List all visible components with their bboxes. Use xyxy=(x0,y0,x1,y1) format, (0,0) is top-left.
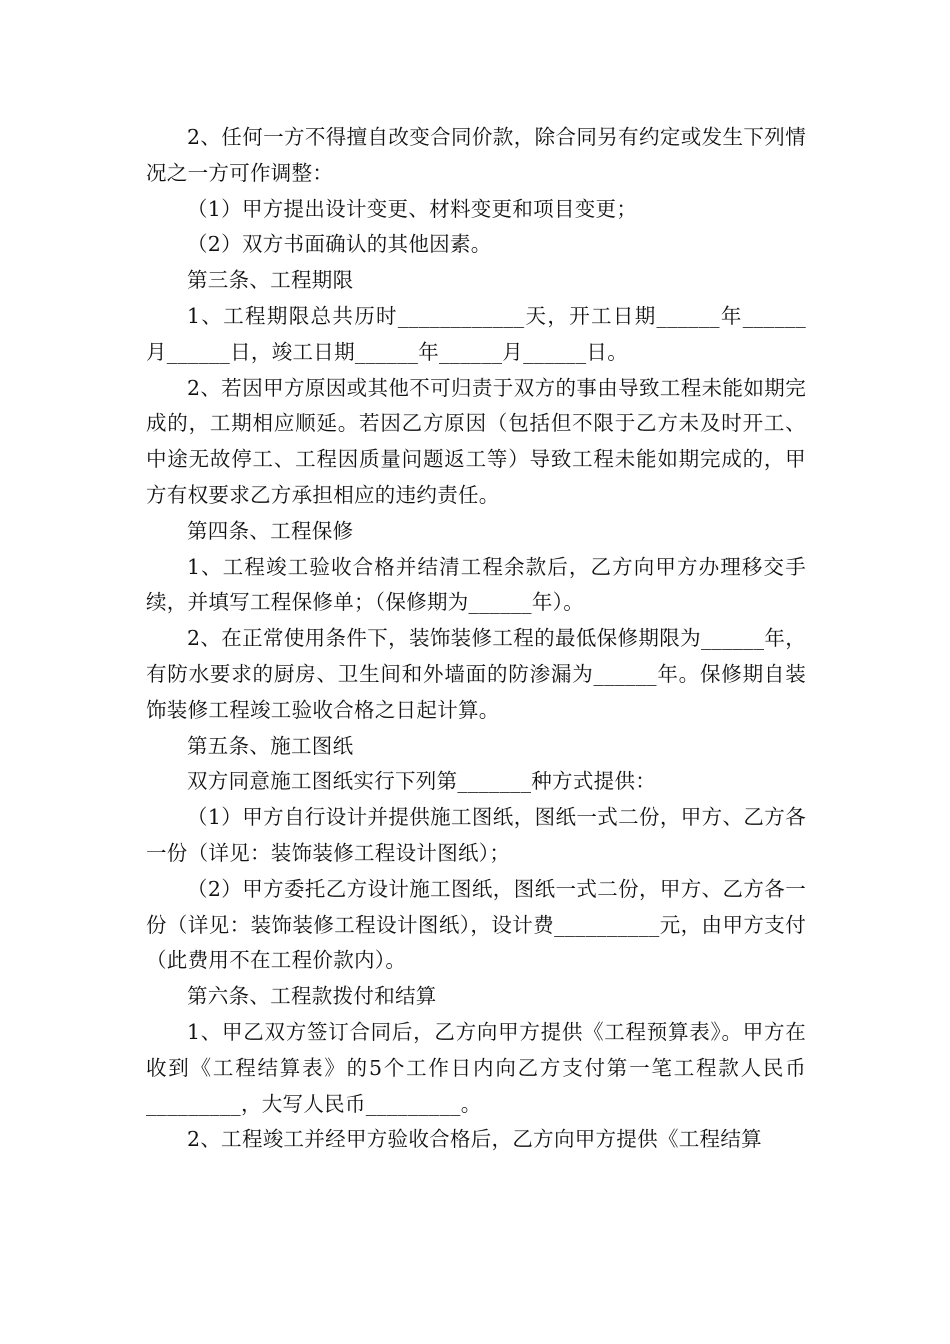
paragraph-warranty-handover: 1、工程竣工验收合格并结清工程余款后，乙方向甲方办理移交手续，并填写工程保修单；（保修期为______年）。 xyxy=(146,554,806,615)
paragraph-item-1: （1）甲方提出设计变更、材料变更和项目变更； xyxy=(187,196,638,221)
paragraph-warranty-period: 2、在正常使用条件下，装饰装修工程的最低保修期限为______年，有防水要求的厨房、卫生间和外墙面的防渗漏为______年。保修期自装饰装修工程竣工验收合格之日起计算。 xyxy=(146,626,806,722)
paragraph-drawings-intro: 双方同意施工图纸实行下列第_______种方式提供： xyxy=(187,769,657,794)
paragraph-payment-2: 2、工程竣工并经甲方验收合格后，乙方向甲方提供《工程结算 xyxy=(187,1127,762,1152)
section-heading-article-5: 第五条、施工图纸 xyxy=(187,733,354,758)
paragraph-drawings-option-2: （2）甲方委托乙方设计施工图纸，图纸一式二份，甲方、乙方各一份（详见：装饰装修工程设计图纸），设计费__________元，由甲方支付（此费用不在工程价款内）。 xyxy=(146,876,806,973)
section-heading-article-6: 第六条、工程款拨付和结算 xyxy=(187,984,437,1009)
paragraph-drawings-option-1: （1）甲方自行设计并提供施工图纸，图纸一式二份，甲方、乙方各一份（详见：装饰装修工程设计图纸）； xyxy=(146,805,806,865)
paragraph-payment-1: 1、甲乙双方签订合同后，乙方向甲方提供《工程预算表》。甲方在收到《工程结算表》的5个工作日内向乙方支付第一笔工程款人民币_________，大写人民币_________。 xyxy=(146,1019,806,1116)
section-heading-article-3: 第三条、工程期限 xyxy=(187,268,354,293)
paragraph-price-adjustment: 2、任何一方不得擅自改变合同价款，除合同另有约定或发生下列情况之一方可作调整： xyxy=(146,125,806,185)
paragraph-item-2: （2）双方书面确认的其他因素。 xyxy=(187,232,492,257)
paragraph-duration: 1、工程期限总共历时____________天，开工日期______年______月______日，竣工日期______年______月______日。 xyxy=(146,303,806,364)
document-body xyxy=(146,120,806,1158)
paragraph-delay: 2、若因甲方原因或其他不可归责于双方的事由导致工程未能如期完成的，工期相应顺延。若因乙方原因（包括但不限于乙方未及时开工、中途无故停工、工程因质量问题返工等）导致工程未能如期完成的，甲方有权要求乙方承担相应的违约责任。 xyxy=(146,375,806,507)
section-heading-article-4: 第四条、工程保修 xyxy=(187,518,354,543)
